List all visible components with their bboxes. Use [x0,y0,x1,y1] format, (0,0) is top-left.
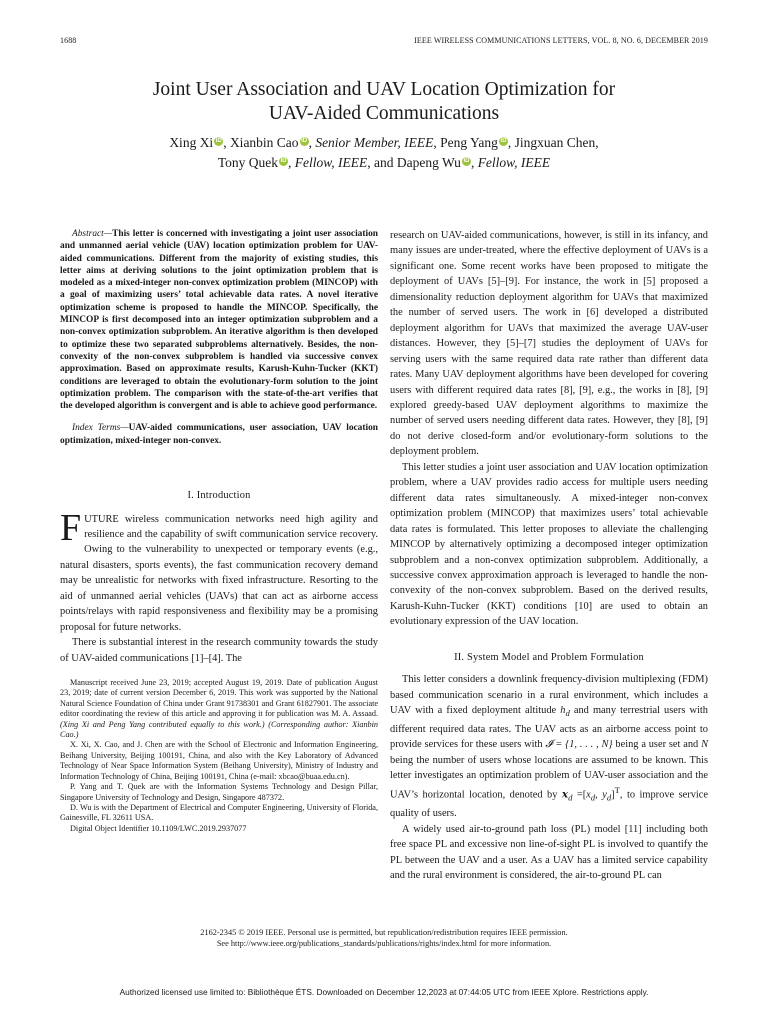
orcid-icon[interactable]: iD [301,138,308,144]
author-6-role: Fellow, IEEE [477,155,551,170]
text-run: , [595,789,603,801]
orcid-icon[interactable]: iD [280,158,287,164]
license-notice: Authorized licensed use limited to: Bibliothèque ÉTS. Downloaded on December 12,2023 at 07:44:05 UTC from IEEE Xplore. Restrictions apply. [119,987,649,997]
math-hd-sub: d [565,708,570,719]
author-4: Jingxuan Chen, [514,135,599,150]
right-paragraph-2: This letter studies a joint user association and UAV location optimization problem, where a UAV provides radio access for multiple users needing different data rates simultaneously. A mixed-integer non-convex optimization problem (MINCOP) that maximizes users’ total achievable data rates is formulated. This letter proposes to alleviate the challenging MINCOP by alternatively optimizing a decomposed integer optimization subproblem and a non-convex optimization subproblem. Additionally, a successive convex approximation approach is leveraged to handle the non-convexity of the non-convex subproblem. Based on the derived results, Karush-Kuhn-Tucker (KKT) conditions [10] are used to obtain an evolutionary expression of the UAV location. [390,461,708,628]
system-model-paragraph-1 [390,672,708,822]
copyright-line-1: 2162-2345 © 2019 IEEE. Personal use is permitted, but republication/redistribution requires IEEE permission. [200,928,568,937]
journal-header: IEEE WIRELESS COMMUNICATIONS LETTERS, VOL. 8, NO. 6, DECEMBER 2019 [414,36,708,45]
intro-paragraph-1 [60,506,378,636]
page-number: 1688 [60,36,77,45]
footnote-affiliation-1: X. Xi, X. Cao, and J. Chen are with the School of Electronic and Information Engineering, Beihang University, Beijing 100191, China, and also with the Key Laboratory of Advanced Technology of Near Space Information System (Beihang University), Ministry of Industry and Information Technology of China, Beijing 100191, China (e-mail: xbcao@buaa.edu.cn). [60,740,378,781]
footnote-manuscript [60,678,378,740]
math-x: x [586,789,591,801]
footnote-1-italic: (Xing Xi and Peng Yang contributed equally to this work.) (Corresponding author: Xianbin Cao.) [60,719,378,740]
drop-cap: F [60,506,82,549]
author-2: Xianbin Cao [229,135,299,150]
text-run: , to improve service quality of users. [390,789,708,820]
right-paragraph-1: research on UAV-aided communications, however, is still in its infancy, and many issues are under-treated, where the effective deployment of UAVs is a significant one. Some recent works have been proposed to mitigate the deployment of UAVs [5]–[9]. For instance, the work in [5] proposed a dimensionality reduction deployment algorithm for UAVs that maximized the number of served users. The work in [6] developed a distributed deployment algorithm for UAVs that maximized the average UAV-user distances. However, they [5]–[7] studies the deployment of UAVs for serving users with the same required data rate rather than different data rates. Many UAV deployment algorithms have been developed for covering users with different required data rates [8], [9], e.g., the works in [8], [9] explored greedy-based UAV deployment algorithms to maximize the number of served users needing different data rates. However, they [8], [9] do not derive closed-form and/or evolutionary-form solutions to the deployment problem. [390,230,708,458]
footnote-affiliation-3: D. Wu is with the Department of Electrical and Computer Engineering, University of Florida, Gainesville, FL 32611 USA. [60,802,378,823]
text-run: This letter considers a downlink frequency-division multiplexing (FDM) based communication scenario in a rural environment, which includes a UAV with a fixed deployment altitude [390,674,708,717]
copyright-notice [0,927,768,949]
title-line-2: UAV-Aided Communications [268,103,500,124]
text-run: and many terrestrial users with different required data rates. The UAV acts as an airborne access point to provide services for these users with [390,705,708,751]
text-run: =[ [572,789,587,801]
author-5-role: Fellow, IEEE [294,155,368,170]
math-sub: d [606,793,612,804]
intro-paragraph-2: There is substantial interest in the research community towards the study of UAV-aided communications [1]–[4]. The [60,637,378,664]
orcid-icon[interactable]: iD [500,138,507,144]
right-column [390,228,708,884]
math-sub: d [590,793,596,804]
math-hd: h [560,705,566,717]
index-terms-text: UAV-aided communications, user association, UAV location optimization, mixed-integer non-convex. [60,423,378,446]
author-list: Xing Xi iD , Xianbin Cao iD , Senior Member, IEEE, Peng Yang iD , Jingxuan Chen, Tony Quek iD , Fellow, IEEE, and Dapeng Wu iD , Fellow, IEEE [169,135,599,170]
abstract-label: Abstract— [72,229,113,239]
author-1: Xing Xi [169,135,214,150]
author-and: and [373,155,394,170]
system-model-paragraph-2: A widely used air-to-ground path loss (PL) model [11] including both free space PL and excessive non line-of-sight PL is involved to quantify the PL between the UAV and a user. As a UAV has a limited service capability and the rural environment is considered, the air-to-ground PL can [390,823,708,882]
footnote-doi: Digital Object Identifier 10.1109/LWC.2019.2937077 [70,823,247,833]
math-user-set: 𝓘 = {1, . . . , N} [545,739,613,751]
index-terms [60,422,378,447]
left-column [60,228,378,834]
footnote-affiliation-2: P. Yang and T. Quek are with the Information Systems Technology and Design Pillar, Singapore University of Technology and Design, Singapore 487372. [60,782,378,802]
section-heading-introduction: I. Introduction [187,490,251,502]
copyright-line-2[interactable]: See http://www.ieee.org/publications_standards/publications/rights/index.html for more information. [216,939,552,948]
orcid-icon[interactable]: iD [215,138,222,144]
math-xd: 𝒙 [561,789,569,801]
author-6: Dapeng Wu [396,155,461,170]
paper-title [0,78,768,126]
author-2-role: Senior Member, IEEE [315,135,434,150]
author-3: Peng Yang [440,135,498,150]
math-y: y [602,789,607,801]
orcid-icon[interactable]: iD [463,158,470,164]
text-run: being the number of users whose locations are assumed to be known. This letter investigates an optimization problem of UAV-user association and the UAV’s horizontal location, denoted by [390,754,708,801]
abstract-text: This letter is concerned with investigating a joint user association and unmanned aerial vehicle (UAV) location optimization problem for UAV-aided communications. Different from the majority of existing studies, this letter aims at deriving solutions to the joint optimization problem that is modeled as a mixed-integer non-convex optimization problem (MINCOP) with a goal of maximizing users’ total achievable data rates. A novel iterative optimization scheme is proposed to handle the MINCOP. Specifically, the MINCOP is first decomposed into an integer optimization subproblem and a non-convex optimization subproblem. An iterative algorithm is then developed to optimize these two separated subproblems alternatively. Besides, the non-convexity of the non-convex subproblem is handled via successive convex approximation. Based on approximate results, Karush-Kuhn-Tucker (KKT) conditions are leveraged to obtain the evolutionary-form solution to the joint optimization problem. The comparison with the state-of-the-art verifies that the developed algorithm is convergent and is able to achieve good performance. [60,229,378,412]
author-5: Tony Quek [217,155,278,170]
section-heading-system-model: II. System Model and Problem Formulation [454,651,644,663]
text-run: ] [611,789,615,801]
text-run: being a user set and [612,739,702,751]
index-terms-label: Index Terms— [72,423,129,434]
math-n: N [701,739,708,751]
abstract [60,228,378,412]
title-line-1: Joint User Association and UAV Location Optimization for [152,79,616,100]
math-transpose: T [614,785,620,796]
intro-lead-word: UTURE [84,513,119,525]
intro-p1-text: wireless communication networks need high agility and resilience and the capability of swift communication service recovery. Owing to the vulnerability to unexpected or temporary events (e.g., natural disasters, sports events), the fast communication recovery demand may be unrealistic for networks with fixed infrastructure. Resorting to the aid of unmanned aerial vehicles (UAVs) that can act as airborne access points/relays with rapid responsiveness and flexibility may be a promising proposal for future networks. [60,513,378,633]
footnote-1-text: Manuscript received June 23, 2019; accepted August 19, 2019. Date of publication August 23, 2019; date of current version December 6, 2019. This work was supported by the National Natural Science Foundation of China under Grant 91738301 and Grant 61827901. The associate editor coordinating the review of this article and approving it for publication was M. A. Assaad. [60,678,378,719]
math-xd-sub: d [568,793,573,804]
